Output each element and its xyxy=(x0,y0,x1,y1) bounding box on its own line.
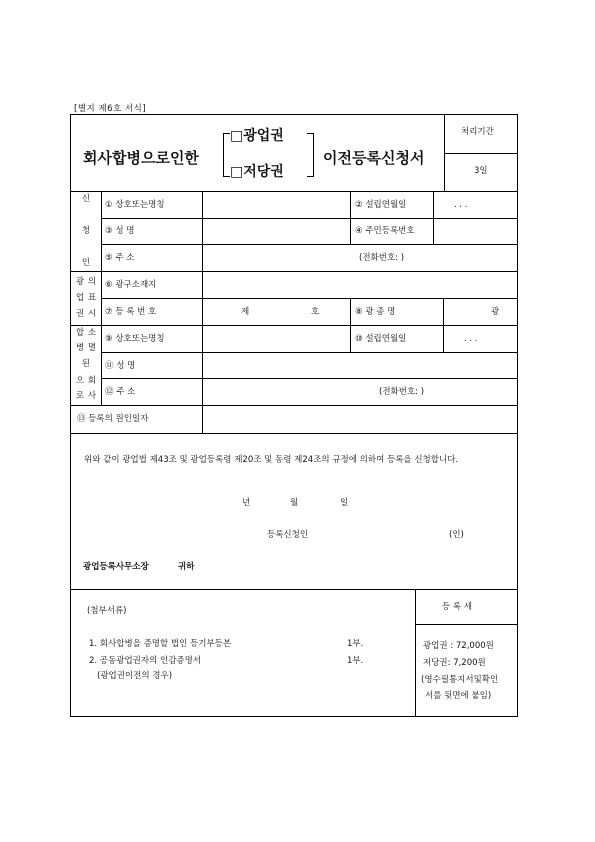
applicant-group-char: 인 xyxy=(81,258,91,268)
mining-group-char: 권 xyxy=(75,309,85,319)
merged-group-char: 사 xyxy=(87,391,97,401)
attachments-header: (첨부서류) xyxy=(87,606,127,616)
attachment-item: 1. 회사합병을 증명할 법인 등기부등본 xyxy=(89,639,232,649)
applicant-group-char: 신 xyxy=(81,194,91,204)
mining-group-char: 표 xyxy=(87,293,97,303)
mining-group-char: 시 xyxy=(87,309,97,319)
mining-location-label: ⑥ 광구소재지 xyxy=(105,280,157,290)
attachment-count: 1부. xyxy=(347,639,364,649)
applicant-est-date-value[interactable]: . . . xyxy=(454,200,468,210)
merged-addr-label: ⑫ 주 소 xyxy=(105,387,136,397)
merged-group-char: 된 xyxy=(81,359,91,369)
mining-group-char: 의 xyxy=(87,277,97,287)
merged-est-date-label: ⑩ 설립연월일 xyxy=(355,334,407,344)
title-left: 회사합병으로인한 xyxy=(83,149,199,167)
date-year: 년 xyxy=(242,498,251,508)
mining-group-char: 업 xyxy=(75,293,85,303)
form-frame xyxy=(70,114,518,717)
cause-date-label: ⑬ 등록의 원인일자 xyxy=(77,414,149,424)
mining-mineral-unit: 광 xyxy=(491,307,500,317)
merged-group-char: 으 xyxy=(75,376,85,386)
applicant-seal[interactable]: (인) xyxy=(449,530,464,540)
attachment-note: (광업권이전의 경우) xyxy=(97,671,173,681)
attachment-count: 1부. xyxy=(347,656,364,666)
fee-line: 서를 뒷면에 붙임) xyxy=(425,691,492,701)
form-label: [별지 제6호 서식] xyxy=(74,104,147,114)
mining-group-char: 광 xyxy=(75,277,85,287)
applicant-name-label: ① 상호또는명칭 xyxy=(105,200,165,210)
fee-line: 광업권 : 72,000원 xyxy=(423,641,494,651)
merged-rep-label: ⑪ 성 명 xyxy=(105,361,136,371)
applicant-group-char: 청 xyxy=(81,226,91,236)
title-right: 이전등록신청서 xyxy=(323,149,425,167)
bracket-right xyxy=(307,133,314,177)
merged-group-char: 회 xyxy=(87,376,97,386)
applicant-rrn-label: ④ 주민등록번호 xyxy=(355,226,415,236)
fee-header: 등 록 세 xyxy=(442,602,473,612)
merged-group-char: 소 xyxy=(87,328,97,338)
applicant-addr-label: ⑤ 주 소 xyxy=(105,253,135,263)
declaration-text: 위와 같이 광업법 제43조 및 광업등록령 제20조 및 동령 제24조의 규정에 의하여 등록을 신청합니다. xyxy=(84,455,459,465)
merged-group-char: 합 xyxy=(75,328,85,338)
merged-phone-label[interactable]: (전화번호: ) xyxy=(379,387,425,397)
title-option-mortgage[interactable]: □저당권 xyxy=(230,164,284,180)
applicant-sign-label: 등록신청인 xyxy=(267,530,309,540)
bracket-left xyxy=(223,133,230,177)
date-day: 일 xyxy=(340,498,349,508)
applicant-est-date-label: ② 설립연월일 xyxy=(355,200,407,210)
mining-regno-je: 제 xyxy=(241,307,250,317)
fee-line: 저당권: 7,200원 xyxy=(423,658,486,668)
merged-group-char: 로 xyxy=(75,391,85,401)
addressee-honorific: 귀하 xyxy=(178,562,195,572)
attachment-item: 2. 공동광업권자의 인감증명서 xyxy=(89,656,202,666)
applicant-phone-label[interactable]: (전화번호: ) xyxy=(359,253,405,263)
fee-line: (영수필통지서및확인 xyxy=(421,675,499,685)
processing-label: 처리기간 xyxy=(461,127,494,137)
mining-regno-label: ⑦ 등 록 번 호 xyxy=(105,307,157,317)
title-option-mining-right[interactable]: □광업권 xyxy=(230,128,284,144)
applicant-rep-label: ③ 성 명 xyxy=(105,226,135,236)
addressee-office: 광업등록사무소장 xyxy=(83,562,149,572)
processing-value: 3일 xyxy=(474,166,488,176)
mining-regno-ho: 호 xyxy=(311,307,320,317)
merged-est-date-value[interactable]: . . . xyxy=(464,334,478,344)
merged-name-label: ⑨ 상호또는명칭 xyxy=(105,334,165,344)
merged-group-char: 병 xyxy=(75,343,85,353)
mining-mineral-label: ⑧ 광 종 명 xyxy=(355,307,396,317)
merged-group-char: 멸 xyxy=(87,343,97,353)
date-month: 월 xyxy=(290,498,299,508)
